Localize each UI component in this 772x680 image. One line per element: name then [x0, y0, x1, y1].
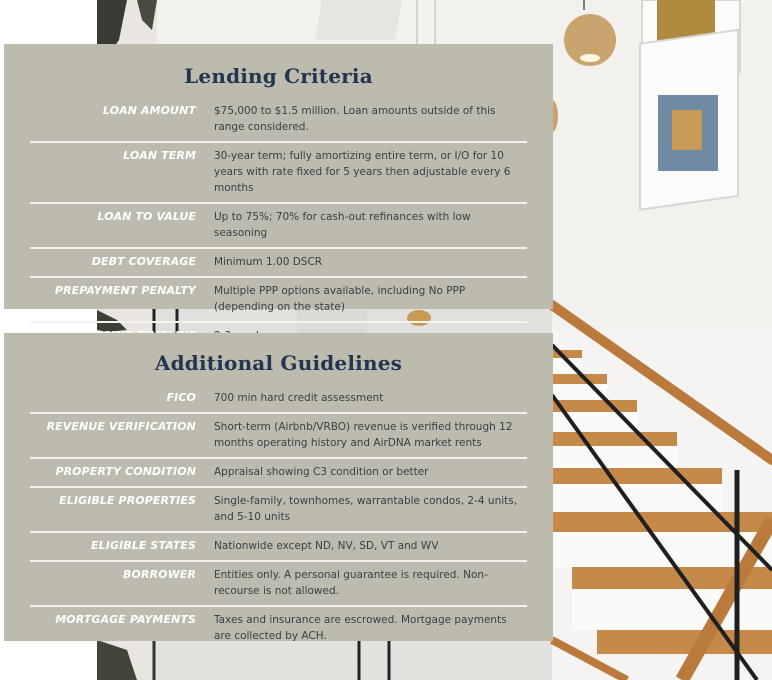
lending-criteria-panel	[4, 44, 553, 313]
guideline-label: BORROWER	[123, 568, 196, 581]
guideline-row-eligible-properties	[30, 488, 527, 533]
guideline-row-eligible-states	[30, 533, 527, 562]
guideline-row-borrower	[30, 562, 527, 607]
additional-guidelines-panel	[4, 333, 553, 641]
criteria-value: 30-year term; fully amortizing entire term, or I/O for 10 years with rate fixed for 5 years then adjustable every 6 months	[214, 150, 511, 194]
guideline-value: 700 min hard credit assessment	[214, 392, 384, 404]
criteria-label: LOAN TERM	[123, 149, 196, 162]
criteria-label: LOAN AMOUNT	[102, 104, 196, 117]
criteria-value: Multiple PPP options available, including No PPP (depending on the state)	[214, 285, 466, 313]
guideline-label: FICO	[166, 391, 196, 404]
guideline-row-property-condition	[30, 459, 527, 488]
criteria-value: Minimum 1.00 DSCR	[214, 256, 323, 268]
guideline-label: ELIGIBLE PROPERTIES	[59, 494, 196, 507]
criteria-value: $75,000 to $1.5 million. Loan amounts outside of this range considered.	[214, 105, 496, 133]
criteria-label: LOAN TO VALUE	[97, 210, 196, 223]
guideline-row-mortgage-payments	[30, 607, 527, 650]
guideline-label: ELIGIBLE STATES	[91, 539, 196, 552]
criteria-value: Up to 75%; 70% for cash-out refinances with low seasoning	[214, 211, 471, 239]
guideline-row-revenue-verification	[30, 414, 527, 459]
criteria-row-loan-to-value	[30, 204, 527, 249]
guideline-row-fico	[30, 385, 527, 414]
guideline-value: Nationwide except ND, NV, SD, VT and WV	[214, 540, 439, 552]
additional-guidelines-table	[30, 385, 527, 650]
criteria-row-prepayment-penalty	[30, 278, 527, 323]
lending-criteria-title: Lending Criteria	[184, 64, 373, 88]
guideline-value: Short-term (Airbnb/VRBO) revenue is verified through 12 months operating history and AirDNA market rents	[214, 421, 513, 449]
criteria-row-loan-term	[30, 143, 527, 204]
additional-guidelines-title: Additional Guidelines	[154, 351, 403, 375]
guideline-value: Taxes and insurance are escrowed. Mortgage payments are collected by ACH.	[214, 614, 507, 642]
guideline-value: Appraisal showing C3 condition or better	[214, 466, 429, 478]
guideline-label: MORTGAGE PAYMENTS	[55, 613, 196, 626]
criteria-label: DEBT COVERAGE	[91, 255, 196, 268]
criteria-row-debt-coverage	[30, 249, 527, 278]
guideline-label: REVENUE VERIFICATION	[46, 420, 196, 433]
guideline-value: Single-family, townhomes, warrantable condos, 2-4 units, and 5-10 units	[214, 495, 518, 523]
criteria-row-loan-amount	[30, 98, 527, 143]
criteria-label: PREPAYMENT PENALTY	[54, 284, 196, 297]
guideline-value: Entities only. A personal guarantee is required. Non-recourse is not allowed.	[214, 569, 488, 597]
guideline-label: PROPERTY CONDITION	[55, 465, 196, 478]
lending-criteria-table	[30, 98, 527, 350]
